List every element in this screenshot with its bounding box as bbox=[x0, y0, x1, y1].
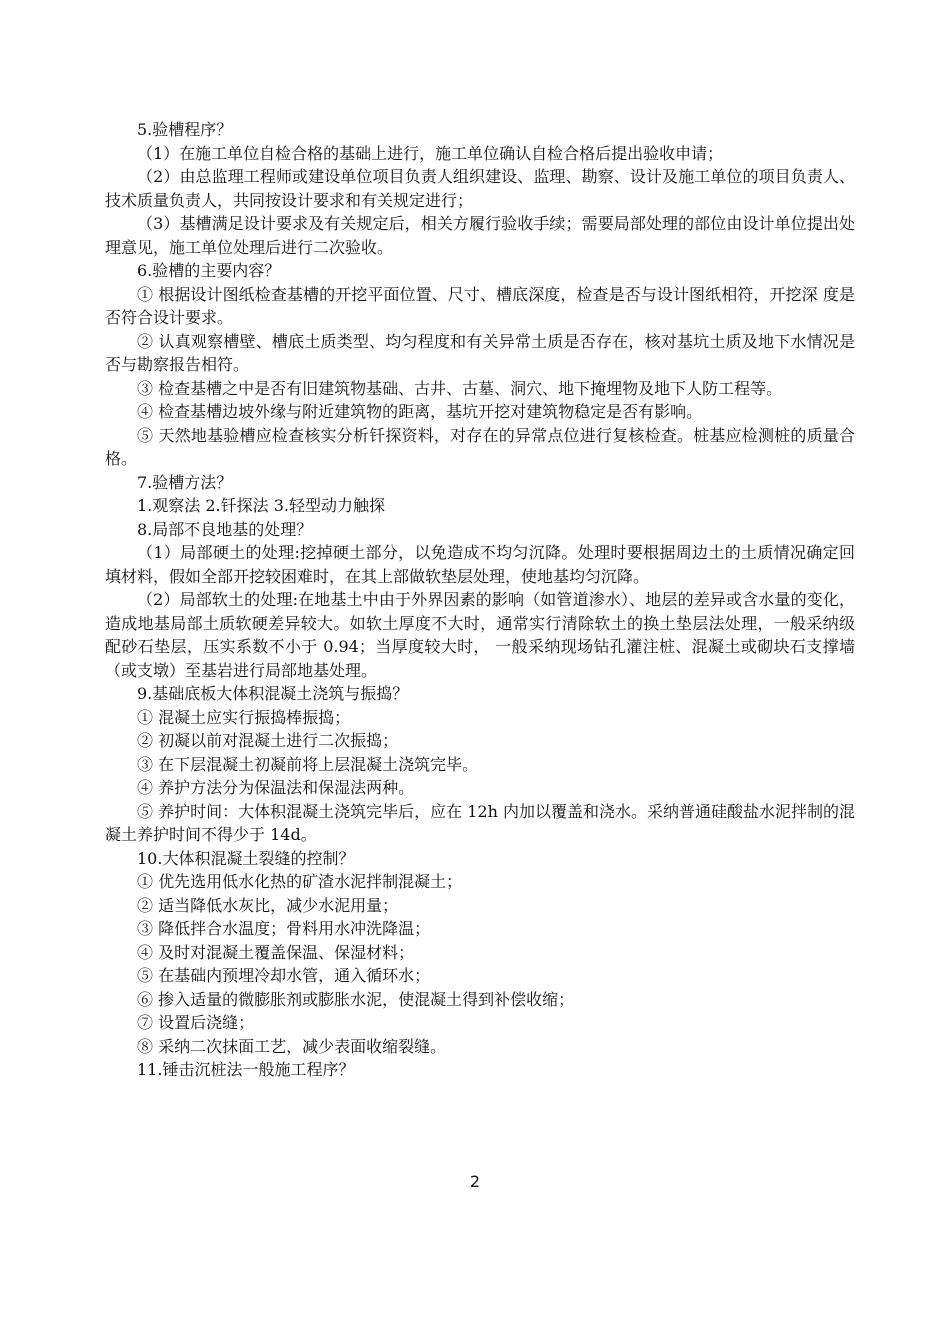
heading-6: 6.验槽的主要内容？ bbox=[137, 261, 281, 280]
paragraph: ① 优先选用低水化热的矿渣水泥拌制混凝土； bbox=[137, 872, 463, 891]
heading-7: 7.验槽方法？ bbox=[137, 472, 233, 492]
paragraph: （2）局部软土的处理:在地基土中由于外界因素的影响（如管道渗水）、地层的差异或含水量的变化，造成地基局部土质软硬差异较大。如软土厚度不大时，通常实行清除软土的换土垫层法处理，一般采纳级配砂石垫层，压实系数不小于 0.94；当厚度较大时， 一般采纳现场钻孔灌注桩、混凝土或砌块石支撑墙（或支墩）至基岩进行局部地基处理。 bbox=[105, 590, 855, 680]
paragraph: ① 混凝土应实行振捣棒振捣； bbox=[137, 707, 351, 727]
heading-10: 10.大体积混凝土裂缝的控制？ bbox=[137, 848, 355, 868]
paragraph: ④ 养护方法分为保温法和保湿法两种。 bbox=[137, 778, 415, 797]
paragraph: 1.观察法 2.钎探法 3.轻型动力触探 bbox=[137, 496, 385, 515]
paragraph: ⑤ 天然地基验槽应检查核实分析钎探资料，对存在的异常点位进行复核检查。桩基应检测桩的质量合格。 bbox=[105, 425, 855, 468]
paragraph: ④ 检查基槽边坡外缘与附近建筑物的距离，基坑开挖对建筑物稳定是否有影响。 bbox=[137, 402, 703, 421]
document-body bbox=[105, 118, 855, 1082]
heading-5: 5.验槽程序？ bbox=[137, 120, 233, 139]
page-number: 2 bbox=[469, 1172, 481, 1191]
paragraph: ⑧ 采纳二次抹面工艺，减少表面收缩裂缝。 bbox=[137, 1036, 447, 1056]
heading-11: 11.锤击沉桩法一般施工程序？ bbox=[137, 1060, 355, 1079]
paragraph: ② 适当降低水灰比，减少水泥用量； bbox=[137, 895, 399, 915]
paragraph: ① 根据设计图纸检查基槽的开挖平面位置、尺寸、槽底深度，检查是否与设计图纸相符，开挖深 度是否符合设计要求。 bbox=[105, 284, 855, 327]
paragraph: ⑤ 养护时间：大体积混凝土浇筑完毕后，应在 12h 内加以覆盖和浇水。采纳普通硅酸盐水泥拌制的混凝土养护时间不得少于 14d。 bbox=[105, 801, 855, 844]
paragraph: ② 初凝以前对混凝土进行二次振捣； bbox=[137, 731, 399, 750]
paragraph: ③ 在下层混凝土初凝前将上层混凝土浇筑完毕。 bbox=[137, 754, 479, 774]
paragraph: ⑦ 设置后浇缝； bbox=[137, 1013, 255, 1032]
paragraph: （3）基槽满足设计要求及有关规定后，相关方履行验收手续；需要局部处理的部位由设计单位提出处理意见，施工单位处理后进行二次验收。 bbox=[105, 214, 855, 257]
paragraph: （1）在施工单位自检合格的基础上进行，施工单位确认自检合格后提出验收申请； bbox=[137, 143, 724, 163]
paragraph: ⑤ 在基础内预埋冷却水管，通入循环水； bbox=[137, 966, 431, 985]
heading-8: 8.局部不良地基的处理？ bbox=[137, 519, 313, 539]
heading-9: 9.基础底板大体积混凝土浇筑与振捣？ bbox=[137, 684, 409, 703]
paragraph: ⑥ 掺入适量的微膨胀剂或膨胀水泥，使混凝土得到补偿收缩； bbox=[137, 989, 575, 1009]
paragraph: （1）局部硬土的处理:挖掉硬土部分，以免造成不均匀沉降。处理时要根据周边土的土质情况确定回填材料，假如全部开挖较困难时，在其上部做软垫层处理，使地基均匀沉降。 bbox=[105, 543, 855, 586]
paragraph: ② 认真观察槽壁、槽底土质类型、均匀程度和有关异常土质是否存在，核对基坑土质及地下水情况是否与勘察报告相符。 bbox=[105, 331, 855, 374]
paragraph: ③ 降低拌合水温度；骨料用水冲洗降温； bbox=[137, 919, 431, 938]
paragraph: （2）由总监理工程师或建设单位项目负责人组织建设、监理、勘察、设计及施工单位的项目负责人、技术质量负责人，共同按设计要求和有关规定进行； bbox=[105, 167, 855, 210]
paragraph: ③ 检查基槽之中是否有旧建筑物基础、古井、古墓、洞穴、地下掩埋物及地下人防工程等。 bbox=[137, 378, 783, 398]
paragraph: ④ 及时对混凝土覆盖保温、保湿材料； bbox=[137, 942, 415, 962]
